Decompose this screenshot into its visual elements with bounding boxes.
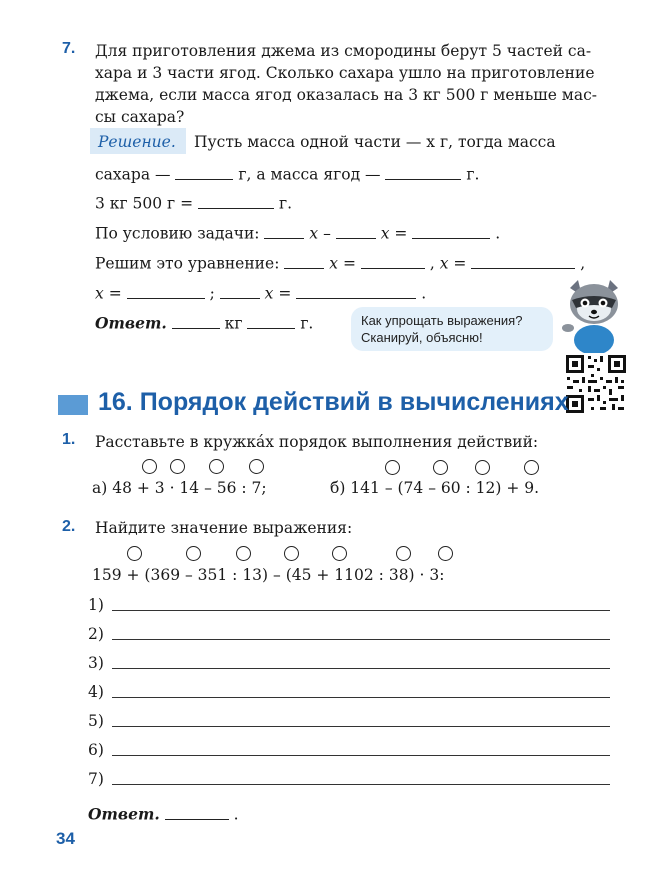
order-circle[interactable] — [396, 546, 411, 561]
task7-text — [95, 40, 597, 128]
period: . — [495, 224, 501, 243]
expression-a: а) 48 + 3 · 14 – 56 : 7; — [92, 479, 267, 497]
solve-blank-4[interactable] — [127, 282, 205, 299]
order-circle[interactable] — [236, 546, 251, 561]
sugar-line — [95, 163, 479, 184]
order-circle[interactable] — [142, 459, 157, 474]
page-number: 34 — [56, 829, 75, 848]
answer-blank[interactable] — [165, 803, 229, 820]
order-circle[interactable] — [209, 459, 224, 474]
section-title: 16. Порядок действий в вычислениях — [98, 388, 569, 416]
variable-x: x — [439, 254, 449, 273]
task7-number: 7. — [62, 40, 76, 57]
condition-line — [95, 222, 500, 243]
sugar-unit: г, а масса ягод — — [238, 165, 381, 184]
order-circle[interactable] — [249, 459, 264, 474]
solve-blank-2[interactable] — [361, 252, 425, 269]
condition-blank-2[interactable] — [336, 222, 376, 239]
variable-x: x — [95, 284, 104, 303]
step-label: 3) — [88, 654, 104, 672]
solution-line1 — [194, 133, 556, 151]
task2-text: Найдите значение выражения: — [95, 519, 353, 537]
condition-prefix: По условию задачи: — [95, 224, 260, 243]
order-circle[interactable] — [127, 546, 142, 561]
step-label: 1) — [88, 596, 104, 614]
equals-sign: = — [278, 284, 292, 303]
order-circle[interactable] — [170, 459, 185, 474]
answer-g-blank[interactable] — [247, 312, 295, 329]
solve-line — [95, 252, 585, 273]
variable-x: x — [264, 284, 274, 303]
raccoon-mascot-icon — [556, 278, 632, 356]
step-label: 5) — [88, 712, 104, 730]
step-answer-line[interactable] — [112, 639, 610, 640]
equals-sign: = — [453, 254, 467, 273]
expression-b: б) 141 – (74 – 60 : 12) + 9. — [330, 479, 540, 497]
task7-line: Для приготовления джема из смородины берут 5 частей са- — [95, 42, 592, 60]
minus-sign: – — [323, 224, 331, 243]
berry-blank[interactable] — [385, 163, 461, 180]
solve-blank-6[interactable] — [296, 282, 416, 299]
conversion-line — [95, 192, 292, 213]
bubble-line1: Как упрощать выражения? — [361, 313, 523, 328]
solution-line1-text: Пусть масса одной части — x г, тогда масса — [194, 133, 556, 151]
variable-x: x — [309, 224, 319, 243]
solve-line-2 — [95, 282, 426, 303]
task1-number: 1. — [62, 431, 76, 448]
order-circle[interactable] — [284, 546, 299, 561]
solve-blank-3[interactable] — [471, 252, 575, 269]
bubble-line2: Сканируй, объясню! — [361, 330, 483, 345]
solve-blank-1[interactable] — [284, 252, 324, 269]
speech-bubble — [351, 307, 553, 351]
conversion-blank[interactable] — [198, 192, 274, 209]
semicolon: ; — [209, 284, 215, 303]
period: . — [233, 805, 239, 824]
kg-unit: кг — [224, 314, 243, 333]
task7-line: джема, если масса ягод оказалась на 3 кг 500 г меньше мас- — [95, 86, 598, 104]
task7-line: сы сахара? — [95, 108, 185, 126]
sugar-blank[interactable] — [175, 163, 233, 180]
step-label: 7) — [88, 770, 104, 788]
conversion-prefix: 3 кг 500 г = — [95, 194, 194, 213]
period: . — [421, 284, 427, 303]
step-label: 4) — [88, 683, 104, 701]
qr-code-icon[interactable] — [564, 353, 628, 415]
section-marker — [58, 395, 88, 415]
g-unit: г. — [300, 314, 314, 333]
equals-sign: = — [394, 224, 408, 243]
condition-blank-1[interactable] — [264, 222, 304, 239]
sugar-prefix: сахара — — [95, 165, 171, 184]
order-circle[interactable] — [475, 460, 490, 475]
equals-sign: = — [108, 284, 122, 303]
comma: , — [429, 254, 435, 273]
step-label: 6) — [88, 741, 104, 759]
step-answer-line[interactable] — [112, 610, 610, 611]
order-circle[interactable] — [385, 460, 400, 475]
order-circle[interactable] — [186, 546, 201, 561]
order-circle[interactable] — [433, 460, 448, 475]
order-circle[interactable] — [524, 460, 539, 475]
task2-number: 2. — [62, 518, 76, 535]
step-label: 2) — [88, 625, 104, 643]
answer-line-7 — [95, 312, 313, 333]
step-answer-line[interactable] — [112, 726, 610, 727]
order-circle[interactable] — [332, 546, 347, 561]
conversion-unit: г. — [278, 194, 293, 213]
variable-x: x — [380, 224, 390, 243]
task1-text: Расставьте в кружкáх порядок выполнения действий: — [95, 433, 539, 451]
answer-label: Ответ. — [88, 804, 160, 824]
solve-prefix: Решим это уравнение: — [95, 254, 280, 273]
answer-kg-blank[interactable] — [172, 312, 220, 329]
step-answer-line[interactable] — [112, 697, 610, 698]
answer-line-2 — [88, 803, 239, 824]
solution-label: Решение. — [98, 133, 176, 151]
condition-blank-3[interactable] — [412, 222, 490, 239]
order-circle[interactable] — [438, 546, 453, 561]
berry-unit: г. — [466, 165, 480, 184]
variable-x: x — [329, 254, 339, 273]
step-answer-line[interactable] — [112, 755, 610, 756]
step-answer-line[interactable] — [112, 784, 610, 785]
comma: , — [580, 254, 586, 273]
solve-blank-5[interactable] — [220, 282, 260, 299]
task2-expression: 159 + (369 – 351 : 13) – (45 + 1102 : 38) · 3: — [92, 566, 445, 584]
step-answer-line[interactable] — [112, 668, 610, 669]
equals-sign: = — [342, 254, 356, 273]
task7-line: хара и 3 части ягод. Сколько сахара ушло на приготовление — [95, 64, 595, 82]
answer-label: Ответ. — [95, 313, 167, 333]
